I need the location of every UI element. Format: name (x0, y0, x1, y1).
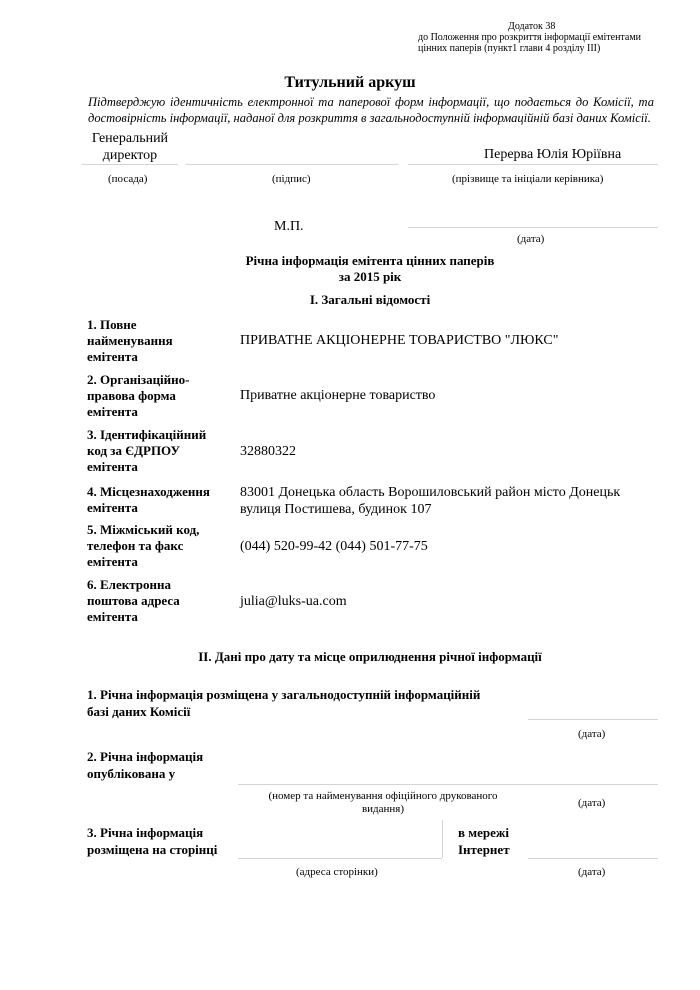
caption-position: (посада) (108, 173, 148, 185)
publication-item1-line1: 1. Річна інформація розміщена у загальнодоступній інформаційній (87, 687, 481, 702)
row1-label-line: 1. Повне (87, 317, 137, 332)
item3-date-underline (528, 858, 658, 859)
row3-label-line: 3. Ідентифікаційний (87, 427, 207, 442)
row4-label-line: 4. Місцезнаходження (87, 484, 210, 499)
publication-item3-line2: розміщена на сторінці (87, 842, 218, 857)
section2-heading: II. Дані про дату та місце оприлюднення річної інформації (198, 649, 542, 664)
row3-label-line: емітента (87, 459, 138, 474)
item3-internet-line1: в мережі (458, 825, 509, 840)
row4-label (87, 484, 237, 516)
item2-date-underline (528, 784, 658, 785)
appendix-note (418, 21, 688, 54)
caption-signature: (підпис) (272, 173, 311, 185)
publication-item3 (87, 824, 237, 858)
row2-label-line: емітента (87, 404, 138, 419)
row1-label (87, 317, 237, 365)
item3-caption-address: (адреса сторінки) (296, 866, 378, 878)
confirmation-text (88, 94, 654, 126)
name-underline (408, 164, 658, 165)
publication-item1-line2: базі даних Комісії (87, 704, 191, 719)
row6-label-line: емітента (87, 609, 138, 624)
confirmation-line1: Підтверджую ідентичність електронної та паперової форм інформації, що подається до Комісії, та (88, 95, 654, 109)
item1-caption-date: (дата) (578, 728, 606, 740)
item2-caption-publication (238, 790, 528, 816)
signature-underline (186, 164, 398, 165)
item3-divider (442, 820, 443, 858)
row6-label-line: поштова адреса (87, 593, 180, 608)
row1-label-line: емітента (87, 349, 138, 364)
manager-position-line2: директор (102, 148, 158, 163)
report-title-line1: Річна інформація емітента цінних паперів (245, 253, 495, 268)
row2-value: Приватне акціонерне товариство (240, 388, 436, 403)
item2-caption-date: (дата) (578, 797, 606, 809)
row2-label-line: правова форма (87, 388, 176, 403)
item3-caption-date: (дата) (578, 866, 606, 878)
row1-value: ПРИВАТНЕ АКЦІОНЕРНЕ ТОВАРИСТВО "ЛЮКС" (240, 333, 559, 348)
report-title (0, 253, 700, 285)
row5-label-line: емітента (87, 554, 138, 569)
row4-value-line: вулиця Постишева, будинок 107 (240, 502, 432, 517)
item3-address-underline (238, 858, 442, 859)
row3-label (87, 427, 237, 475)
caption-manager-name: (прізвище та ініціали керівника) (452, 173, 604, 185)
row6-value: julia@luks-ua.com (240, 594, 347, 609)
row5-value: (044) 520-99-42 (044) 501-77-75 (240, 539, 428, 554)
row4-value (240, 484, 650, 518)
section1-heading: I. Загальні відомості (309, 292, 431, 307)
row4-label-line: емітента (87, 500, 138, 515)
row1-label-line: найменування (87, 333, 173, 348)
item2-caption-publication-line1: (номер та найменування офіційного друкованого (268, 790, 498, 802)
confirmation-line2: достовірність інформації, наданої для розкриття в загальнодоступній інформаційній базі даних Комісії. (88, 111, 651, 125)
appendix-note-line3: цінних паперів (пункт1 глави 4 розділу ІІІ) (418, 43, 601, 54)
row2-label-line: 2. Організаційно- (87, 372, 190, 387)
publication-item2-line2: опублікована у (87, 766, 176, 781)
manager-position (82, 130, 178, 164)
publication-item1 (87, 686, 547, 720)
position-underline (82, 164, 178, 165)
item3-internet-line2: Інтернет (458, 842, 510, 857)
publication-item2-line1: 2. Річна інформація (87, 749, 204, 764)
row4-value-line: 83001 Донецька область Ворошиловський район місто Донецьк (240, 485, 621, 500)
publication-item3-line1: 3. Річна інформація (87, 825, 204, 840)
row6-label (87, 577, 237, 625)
caption-sign-date: (дата) (517, 233, 545, 245)
stamp-label: М.П. (274, 219, 304, 234)
report-title-line2: за 2015 рік (338, 269, 402, 284)
row3-value: 32880322 (240, 444, 296, 459)
row5-label (87, 522, 237, 570)
row5-label-line: 5. Міжміський код, (87, 522, 200, 537)
row6-label-line: 6. Електронна (87, 577, 171, 592)
row5-label-line: телефон та факс (87, 538, 184, 553)
page-title: Титульний аркуш (284, 74, 416, 91)
date-underline (408, 227, 658, 228)
manager-name: Перерва Юлія Юріївна (484, 147, 622, 162)
item2-publication-underline (238, 784, 528, 785)
row3-label-line: код за ЄДРПОУ (87, 443, 180, 458)
item2-caption-publication-line2: видання) (361, 803, 405, 815)
appendix-note-line1: Додаток 38 (508, 21, 556, 32)
item1-date-underline (528, 719, 658, 720)
manager-position-line1: Генеральний (91, 131, 169, 146)
appendix-note-line2: до Положення про розкриття інформації емітентами (418, 32, 642, 43)
publication-item2 (87, 748, 237, 782)
item3-internet (458, 824, 528, 858)
row2-label (87, 372, 237, 420)
